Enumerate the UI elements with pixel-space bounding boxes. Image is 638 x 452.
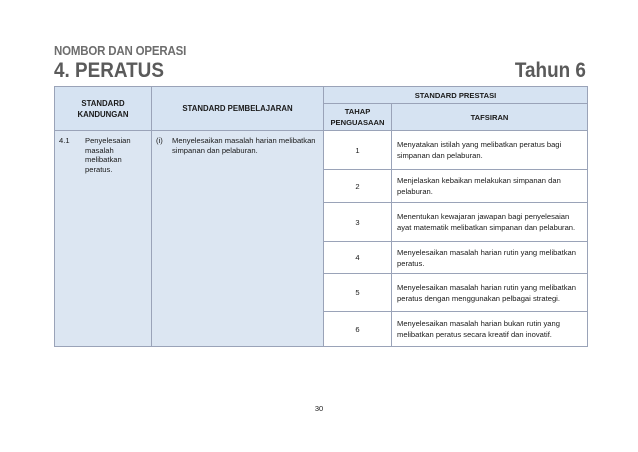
- level-number: 6: [324, 312, 392, 347]
- level-number: 5: [324, 274, 392, 312]
- kandungan-text: Penyelesaian masalah melibatkan peratus.: [85, 136, 131, 174]
- section-heading: NOMBOR DAN OPERASI: [54, 44, 187, 58]
- header-standard-pembelajaran: STANDARD PEMBELAJARAN: [152, 87, 324, 131]
- level-description: Menyelesaikan masalah harian bukan rutin yang melibatkan peratus secara kreatif dan inovatif.: [392, 312, 588, 347]
- level-number: 2: [324, 170, 392, 203]
- header-tahap-penguasaan: TAHAP PENGUASAAN: [324, 104, 392, 131]
- level-description: Menjelaskan kebaikan melakukan simpanan dan pelaburan.: [392, 170, 588, 203]
- kandungan-code: 4.1: [59, 136, 70, 145]
- pembelajaran-code: (i): [156, 136, 163, 145]
- level-number: 3: [324, 203, 392, 242]
- table-row: [55, 131, 588, 170]
- pembelajaran-cell: [152, 131, 324, 347]
- curriculum-table: [54, 86, 588, 347]
- level-description: Menyelesaikan masalah harian rutin yang melibatkan peratus.: [392, 242, 588, 274]
- level-number: 4: [324, 242, 392, 274]
- year-label: Tahun 6: [514, 59, 586, 82]
- page-number: 30: [314, 404, 324, 413]
- level-description: Menyelesaikan masalah harian rutin yang melibatkan peratus dengan menggunakan pelbagai strategi.: [392, 274, 588, 312]
- header-tafsiran: TAFSIRAN: [392, 104, 588, 131]
- header-standard-prestasi: STANDARD PRESTASI: [324, 87, 588, 104]
- page-title: 4. PERATUS: [54, 59, 164, 82]
- level-description: Menyatakan istilah yang melibatkan peratus bagi simpanan dan pelaburan.: [392, 131, 588, 170]
- level-description: Menentukan kewajaran jawapan bagi penyelesaian ayat matematik melibatkan simpanan dan pelaburan.: [392, 203, 588, 242]
- pembelajaran-text: Menyelesaikan masalah harian melibatkan simpanan dan pelaburan.: [172, 136, 316, 155]
- kandungan-cell: [55, 131, 152, 347]
- level-number: 1: [324, 131, 392, 170]
- header-standard-kandungan: STANDARD KANDUNGAN: [55, 87, 152, 131]
